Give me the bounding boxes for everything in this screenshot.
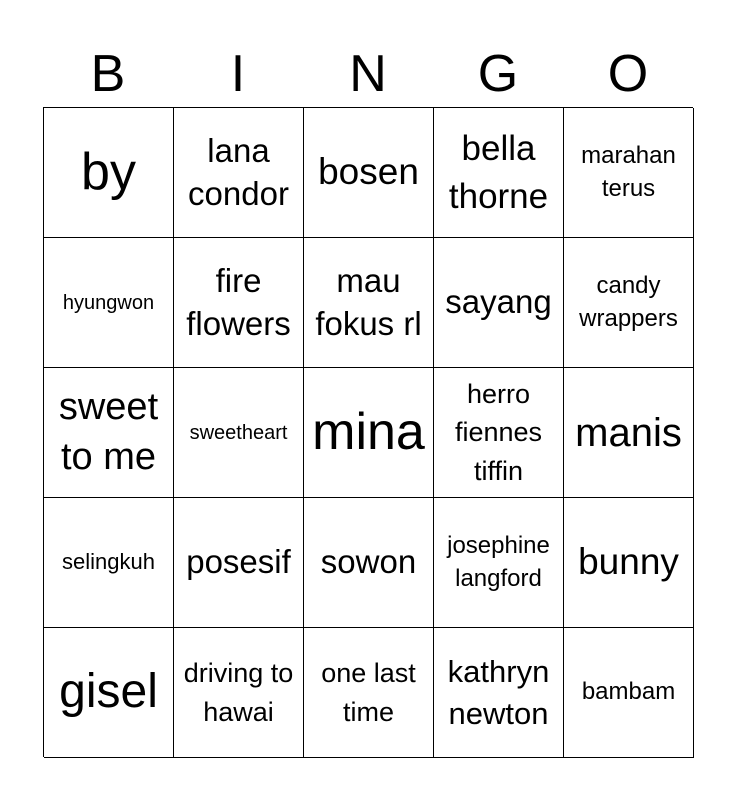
header-letter-o: O [607, 45, 649, 103]
bingo-cell[interactable] [564, 628, 694, 758]
cell-text: sweetheart [189, 421, 288, 444]
cell-text: sweet to me [58, 386, 159, 478]
cell-text: one last time [321, 658, 416, 727]
cell-text: mau fokus rl [315, 261, 422, 342]
cell-text: selingkuh [62, 549, 155, 575]
cell-text: manis [575, 410, 682, 455]
cell-text: bosen [318, 151, 419, 193]
bingo-cell[interactable] [564, 238, 694, 368]
cell-text: by [81, 142, 136, 201]
cell-text: sayang [445, 283, 552, 321]
bingo-header [43, 44, 693, 104]
header-letter-n: N [349, 45, 387, 103]
bingo-cell[interactable] [434, 498, 564, 628]
cell-text: mina [312, 402, 425, 461]
bingo-cell[interactable] [304, 628, 434, 758]
bingo-cell[interactable] [434, 368, 564, 498]
cell-text: hyungwon [62, 291, 155, 314]
cell-text: bunny [578, 541, 679, 583]
cell-text: bambam [581, 678, 676, 706]
bingo-cell[interactable] [434, 628, 564, 758]
bingo-cell[interactable] [434, 238, 564, 368]
bingo-cell[interactable] [174, 368, 304, 498]
cell-text: posesif [186, 543, 291, 581]
bingo-cell[interactable] [434, 108, 564, 238]
cell-text: josephine langford [447, 532, 550, 592]
cell-text: herro fiennes tiffin [454, 379, 543, 486]
bingo-cell[interactable] [44, 628, 174, 758]
bingo-cell[interactable] [304, 368, 434, 498]
cell-text: bella thorne [448, 129, 549, 216]
bingo-cell[interactable] [44, 108, 174, 238]
cell-text: lana condor [188, 131, 289, 212]
bingo-cell[interactable] [174, 238, 304, 368]
cell-text: driving to hawai [183, 658, 294, 727]
cell-text: marahan terus [581, 142, 676, 202]
cell-text: sowon [320, 543, 417, 581]
bingo-cell[interactable] [174, 108, 304, 238]
bingo-cell[interactable] [174, 628, 304, 758]
cell-text: gisel [59, 665, 158, 719]
header-letter-i: I [230, 45, 246, 103]
header-letter-b: B [90, 45, 126, 103]
bingo-cell[interactable] [44, 238, 174, 368]
bingo-cell[interactable] [564, 498, 694, 628]
header-letter-g: G [477, 45, 519, 103]
bingo-cell[interactable] [304, 238, 434, 368]
bingo-cell[interactable] [304, 498, 434, 628]
cell-text: candy wrappers [579, 272, 678, 332]
cell-text: fire flowers [186, 261, 291, 342]
bingo-cell[interactable] [304, 108, 434, 238]
bingo-cell[interactable] [564, 108, 694, 238]
bingo-board [43, 107, 693, 757]
bingo-cell[interactable] [44, 498, 174, 628]
bingo-cell[interactable] [44, 368, 174, 498]
cell-text: kathryn newton [447, 653, 550, 731]
bingo-cell[interactable] [174, 498, 304, 628]
bingo-cell[interactable] [564, 368, 694, 498]
